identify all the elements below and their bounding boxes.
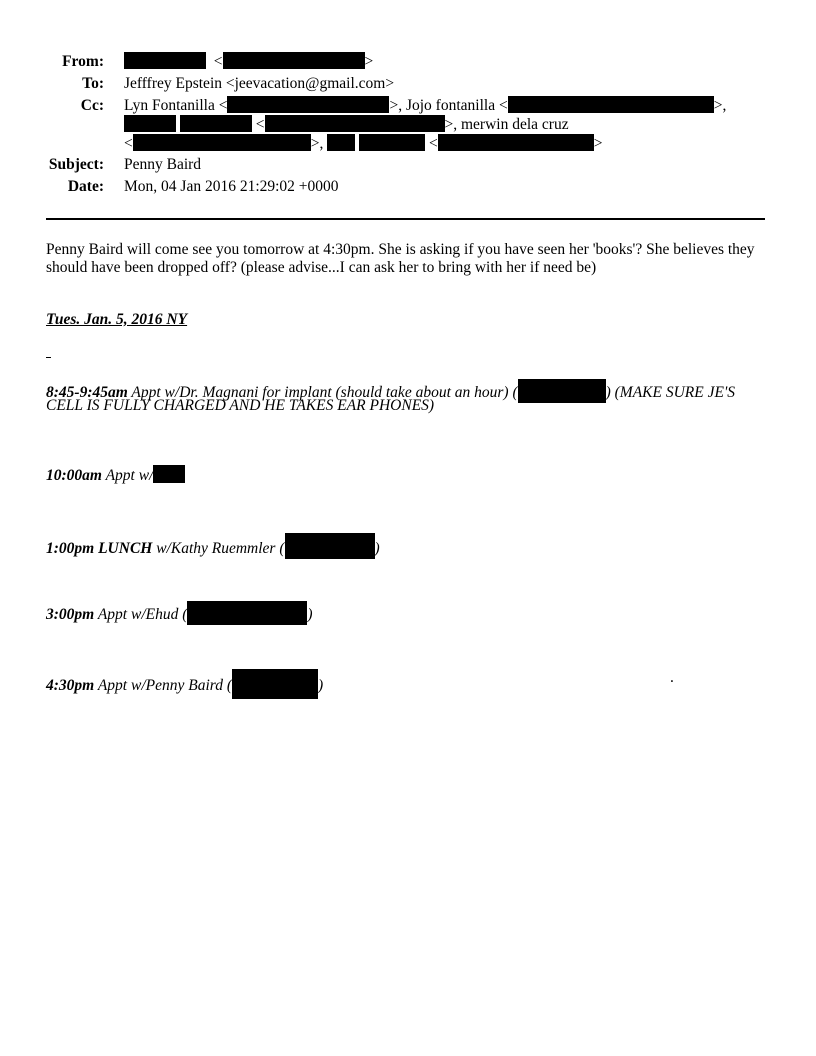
redaction-block [124, 115, 176, 132]
schedule-item [46, 669, 766, 699]
date-heading: Tues. Jan. 5, 2016 NY [46, 311, 188, 328]
schedule-text: ) [374, 540, 380, 557]
cc-name: merwin dela cruz [461, 116, 569, 133]
schedule-item [46, 533, 766, 559]
underscore-mark [46, 357, 51, 358]
cc-line-2: < >, merwin dela cruz [124, 115, 569, 135]
redaction-block [223, 52, 365, 69]
to-row [0, 74, 800, 94]
cc-line-1: Lyn Fontanilla < >, Jojo fontanilla < >, [124, 97, 727, 114]
redaction-block [180, 115, 252, 132]
cc-name: Jojo fontanilla [405, 97, 496, 114]
subject-value: Penny Baird [124, 156, 202, 173]
subject-label: Subject: [48, 156, 104, 173]
schedule-text: Appt w/Ehud ( [97, 606, 188, 623]
header-divider [46, 218, 765, 220]
to-value: Jefffrey Epstein <jeevacation@gmail.com> [124, 75, 395, 92]
redaction-block [153, 465, 185, 483]
redaction-block [359, 134, 425, 151]
schedule-text: Appt w/Penny Baird ( [97, 677, 232, 694]
from-value: < > [124, 52, 373, 72]
redaction-block [227, 96, 389, 113]
schedule-text: ) [318, 677, 324, 694]
date-row [0, 177, 800, 197]
trailing-period: . [670, 669, 674, 686]
schedule-item-continuation [46, 397, 766, 415]
schedule-text: CELL IS FULLY CHARGED AND HE TAKES EAR PHONES) [46, 397, 435, 414]
redaction-block [187, 601, 307, 625]
schedule-item [46, 601, 766, 625]
schedule-time: 8:45-9:45am [46, 384, 128, 401]
to-label: To: [82, 75, 104, 92]
redaction-block [508, 96, 714, 113]
schedule-time: 3:00pm [46, 606, 95, 623]
redaction-block [327, 134, 355, 151]
schedule-text: w/Kathy Ruemmler ( [156, 540, 285, 557]
schedule-time: 4:30pm [46, 677, 95, 694]
intro-paragraph: Penny Baird will come see you tomorrow at 4:30pm. She is asking if you have seen her 'books'? She believes they should have been dropped off? (please advise...I can ask her to bring with her if need be) [46, 241, 755, 276]
redaction-block [232, 669, 318, 699]
schedule-time: 1:00pm LUNCH [46, 540, 153, 557]
schedule-text: ) (MAKE SURE JE'S [605, 384, 736, 401]
schedule-text: ) [307, 606, 313, 623]
subject-row [0, 155, 800, 175]
schedule-text: Appt w/Dr. Magnani for implant (should take about an hour) ( [131, 384, 518, 401]
from-row [0, 52, 800, 72]
cc-name: Lyn Fontanilla [124, 97, 215, 114]
from-label: From: [62, 53, 104, 70]
cc-line-3: < >, < > [124, 135, 603, 152]
redaction-block [133, 134, 311, 151]
schedule-time: 10:00am [46, 467, 102, 484]
cc-label: Cc: [80, 97, 104, 114]
redaction-block [124, 52, 206, 69]
date-value: Mon, 04 Jan 2016 21:29:02 +0000 [124, 178, 339, 195]
redaction-block [438, 134, 594, 151]
redaction-block [265, 115, 445, 132]
schedule-text: Appt w/ [105, 467, 154, 484]
redaction-block [285, 533, 375, 559]
date-label: Date: [67, 178, 104, 195]
schedule-item [46, 465, 766, 485]
